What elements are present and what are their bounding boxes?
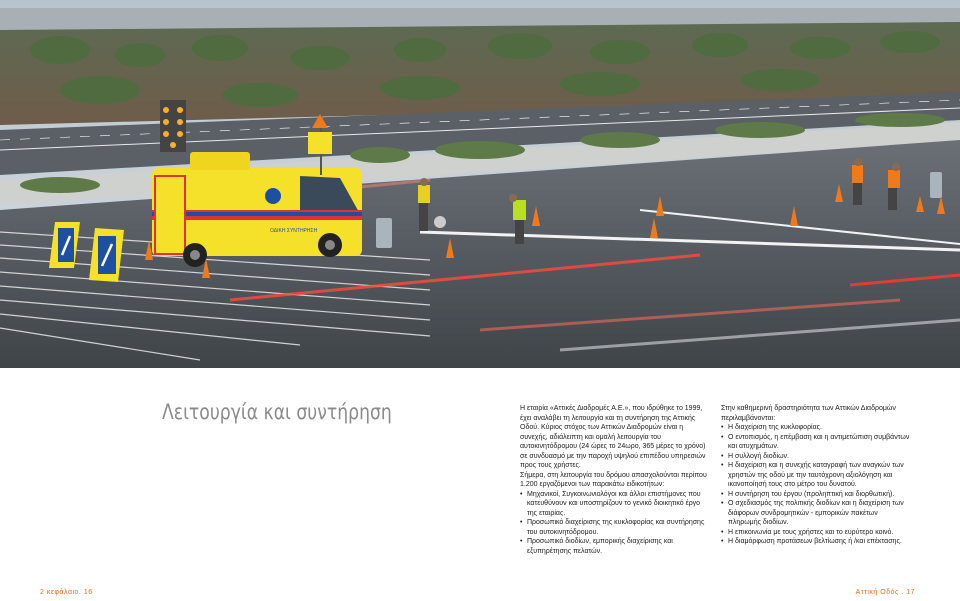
activities-list — [721, 423, 911, 547]
list-item: • Μηχανικοί, Συγκοινωνιολόγοι και άλλοι επιστήμονες που κατευθύνουν και υποστηρίζουν το γενικό διοικητικό έργο της εταιρίας. — [527, 490, 708, 519]
arrow-sign-right — [89, 228, 124, 282]
activities-intro: Στην καθημερινή δραστηριότητα των Αττικών Διαδρομών περιλαμβάνονται: — [721, 405, 896, 422]
list-item: • Η διαμόρφωση προτάσεων βελτίωσης ή /και επέκτασης. — [728, 537, 911, 547]
page-title: Λειτουργία και συντήρηση — [162, 400, 392, 424]
list-item: • Προσωπικό διαχείρισης της κυκλοφορίας και συντήρησης του αυτοκινητόδρομου. — [527, 518, 708, 537]
text-column-2 — [721, 404, 911, 547]
footer-right-page-number: Αττική Οδός . 17 — [855, 589, 915, 596]
text-column-1 — [520, 404, 708, 556]
list-item: • Η συλλογή διοδίων. — [728, 452, 911, 462]
staff-list — [520, 490, 708, 557]
list-item: • Η συντήρηση του έργου (προληπτική και διορθωτική). — [728, 490, 911, 500]
list-item: • Προσωπικό διοδίων, εμπορικής διαχείρισης και εξυπηρέτησης πελατών. — [527, 537, 708, 556]
list-item: • Ο σχεδιασμός της πολιτικής διοδίων και η διαχείριση των διάφορων συνδρομητικών - εμπορικών πακέτων πληρωμής διοδίων. — [728, 499, 911, 528]
list-item: • Η διαχείριση της κυκλοφορίας. — [728, 423, 911, 433]
list-item: • Ο εντοπισμός, η επέμβαση και η αντιμετώπιση συμβάντων και ατυχημάτων. — [728, 433, 911, 452]
footer-left-page-number: 2 κεφάλαιο. 16 — [40, 589, 93, 596]
staff-paragraph: Σήμερα, στη λειτουργία του δρόμου απασχολούνται περίπου 1.200 εργαζόμενοι των παρακάτω ειδικοτήτων: — [520, 471, 707, 488]
svg-text:ΟΔΙΚΗ ΣΥΝΤΗΡΗΣΗ: ΟΔΙΚΗ ΣΥΝΤΗΡΗΣΗ — [270, 228, 318, 234]
list-item: • Η διαχείριση και η συνεχής καταγραφή των αναγκών των χρηστών της οδού με την ταυτόχρονη αξιολόγηση και ικανοποίησή τους στο μέτρο του δυνατού. — [728, 461, 911, 490]
list-item: • Η επικοινωνία με τους χρήστες και το ευρύτερο κοινό. — [728, 528, 911, 538]
intro-paragraph: Η εταιρία «Αττικές Διαδρομές Α.Ε.», που ιδρύθηκε το 1999, έχει αναλάβει τη λειτουργία και τη συντήρηση της Αττικής Οδού. Κύριος στόχος των Αττικών Διαδρομών είναι η συνεχής, αδιάλειπτη και ομαλή λειτουργία του αυτοκινητόδρομου (24 ώρες το 24ωρο, 365 μέρες το χρόνο) σε συνδυασμό με την παροχή υψηλού επιπέδου υπηρεσιών προς τους χρήστες. — [520, 405, 706, 469]
